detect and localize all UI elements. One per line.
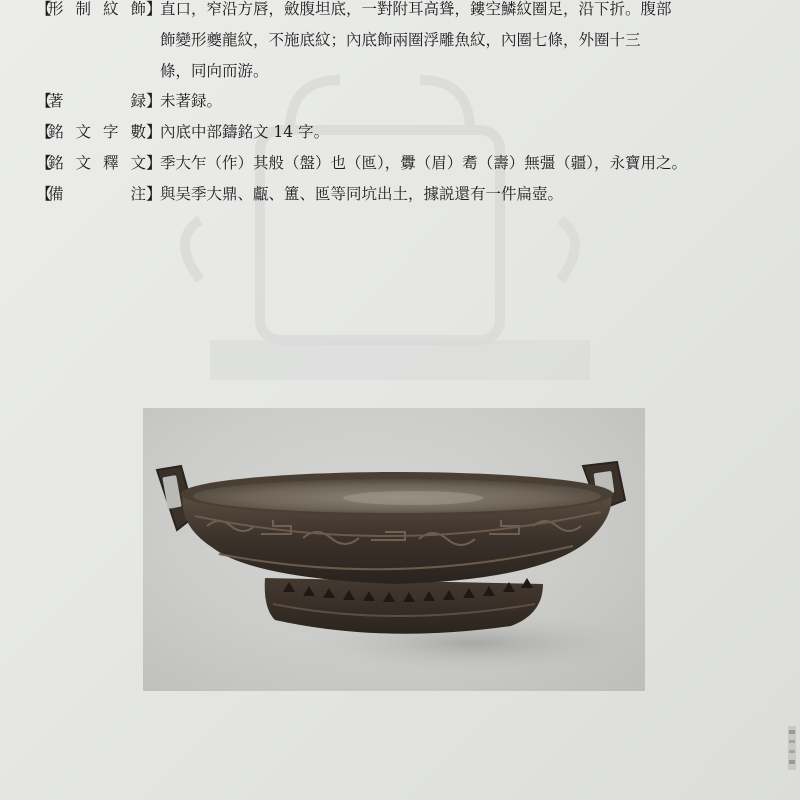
entry-body-inscription-transcription — [160, 148, 760, 179]
entry-line: 與吴季大鼎、甗、簠、匜等同坑出土，據説還有一件扁壺。 — [160, 185, 564, 203]
label-text: 銘文字數 — [48, 123, 146, 141]
entry-line: 未著録。 — [160, 92, 223, 110]
label-close-bracket: 】 — [146, 0, 162, 18]
label-text: 著 録 — [48, 92, 146, 110]
entry-line: 飾變形夔龍紋，不施底紋；內底飾兩圈浮雕魚紋，內圈七條，外圈十三 — [160, 31, 641, 49]
entry-label-shape-decoration — [36, 0, 162, 25]
entry-label-inscription-transcription — [36, 148, 162, 179]
label-text: 銘文釋文 — [48, 154, 146, 172]
label-open-bracket: 【 — [36, 185, 52, 203]
label-close-bracket: 】 — [146, 154, 162, 172]
label-open-bracket: 【 — [36, 0, 52, 18]
label-close-bracket: 】 — [146, 123, 162, 141]
entry-line: 直口，窄沿方唇，斂腹坦底，一對附耳高聳，鏤空鱗紋圈足，沿下折。腹部 — [160, 0, 672, 18]
entry-body-shape-decoration — [160, 0, 760, 87]
entry-line: 條，同向而游。 — [160, 62, 269, 80]
label-text: 備 注 — [48, 185, 146, 203]
interior-highlight — [343, 491, 483, 505]
label-open-bracket: 【 — [36, 154, 52, 172]
label-close-bracket: 】 — [146, 185, 162, 203]
label-text: 形制紋飾 — [48, 0, 146, 18]
label-close-bracket: 】 — [146, 92, 162, 110]
entry-label-remarks — [36, 179, 162, 210]
entry-line: 季大乍（作）其般（盤）也（匜），釁（眉）耈（壽）無彊（疆），永寶用之。 — [160, 154, 688, 172]
artifact-photo — [143, 408, 645, 691]
entry-body-publication-record — [160, 86, 760, 117]
entry-label-inscription-count — [36, 117, 162, 148]
label-open-bracket: 【 — [36, 123, 52, 141]
label-open-bracket: 【 — [36, 92, 52, 110]
openwork-foot-ring — [265, 578, 543, 634]
entry-line: 內底中部鑄銘文 14 字。 — [160, 123, 330, 141]
page-edge-mark — [786, 726, 798, 770]
entry-body-inscription-count — [160, 117, 760, 148]
entry-label-publication-record — [36, 86, 162, 117]
entry-body-remarks — [160, 179, 760, 210]
bronze-basin-illustration — [143, 408, 645, 691]
